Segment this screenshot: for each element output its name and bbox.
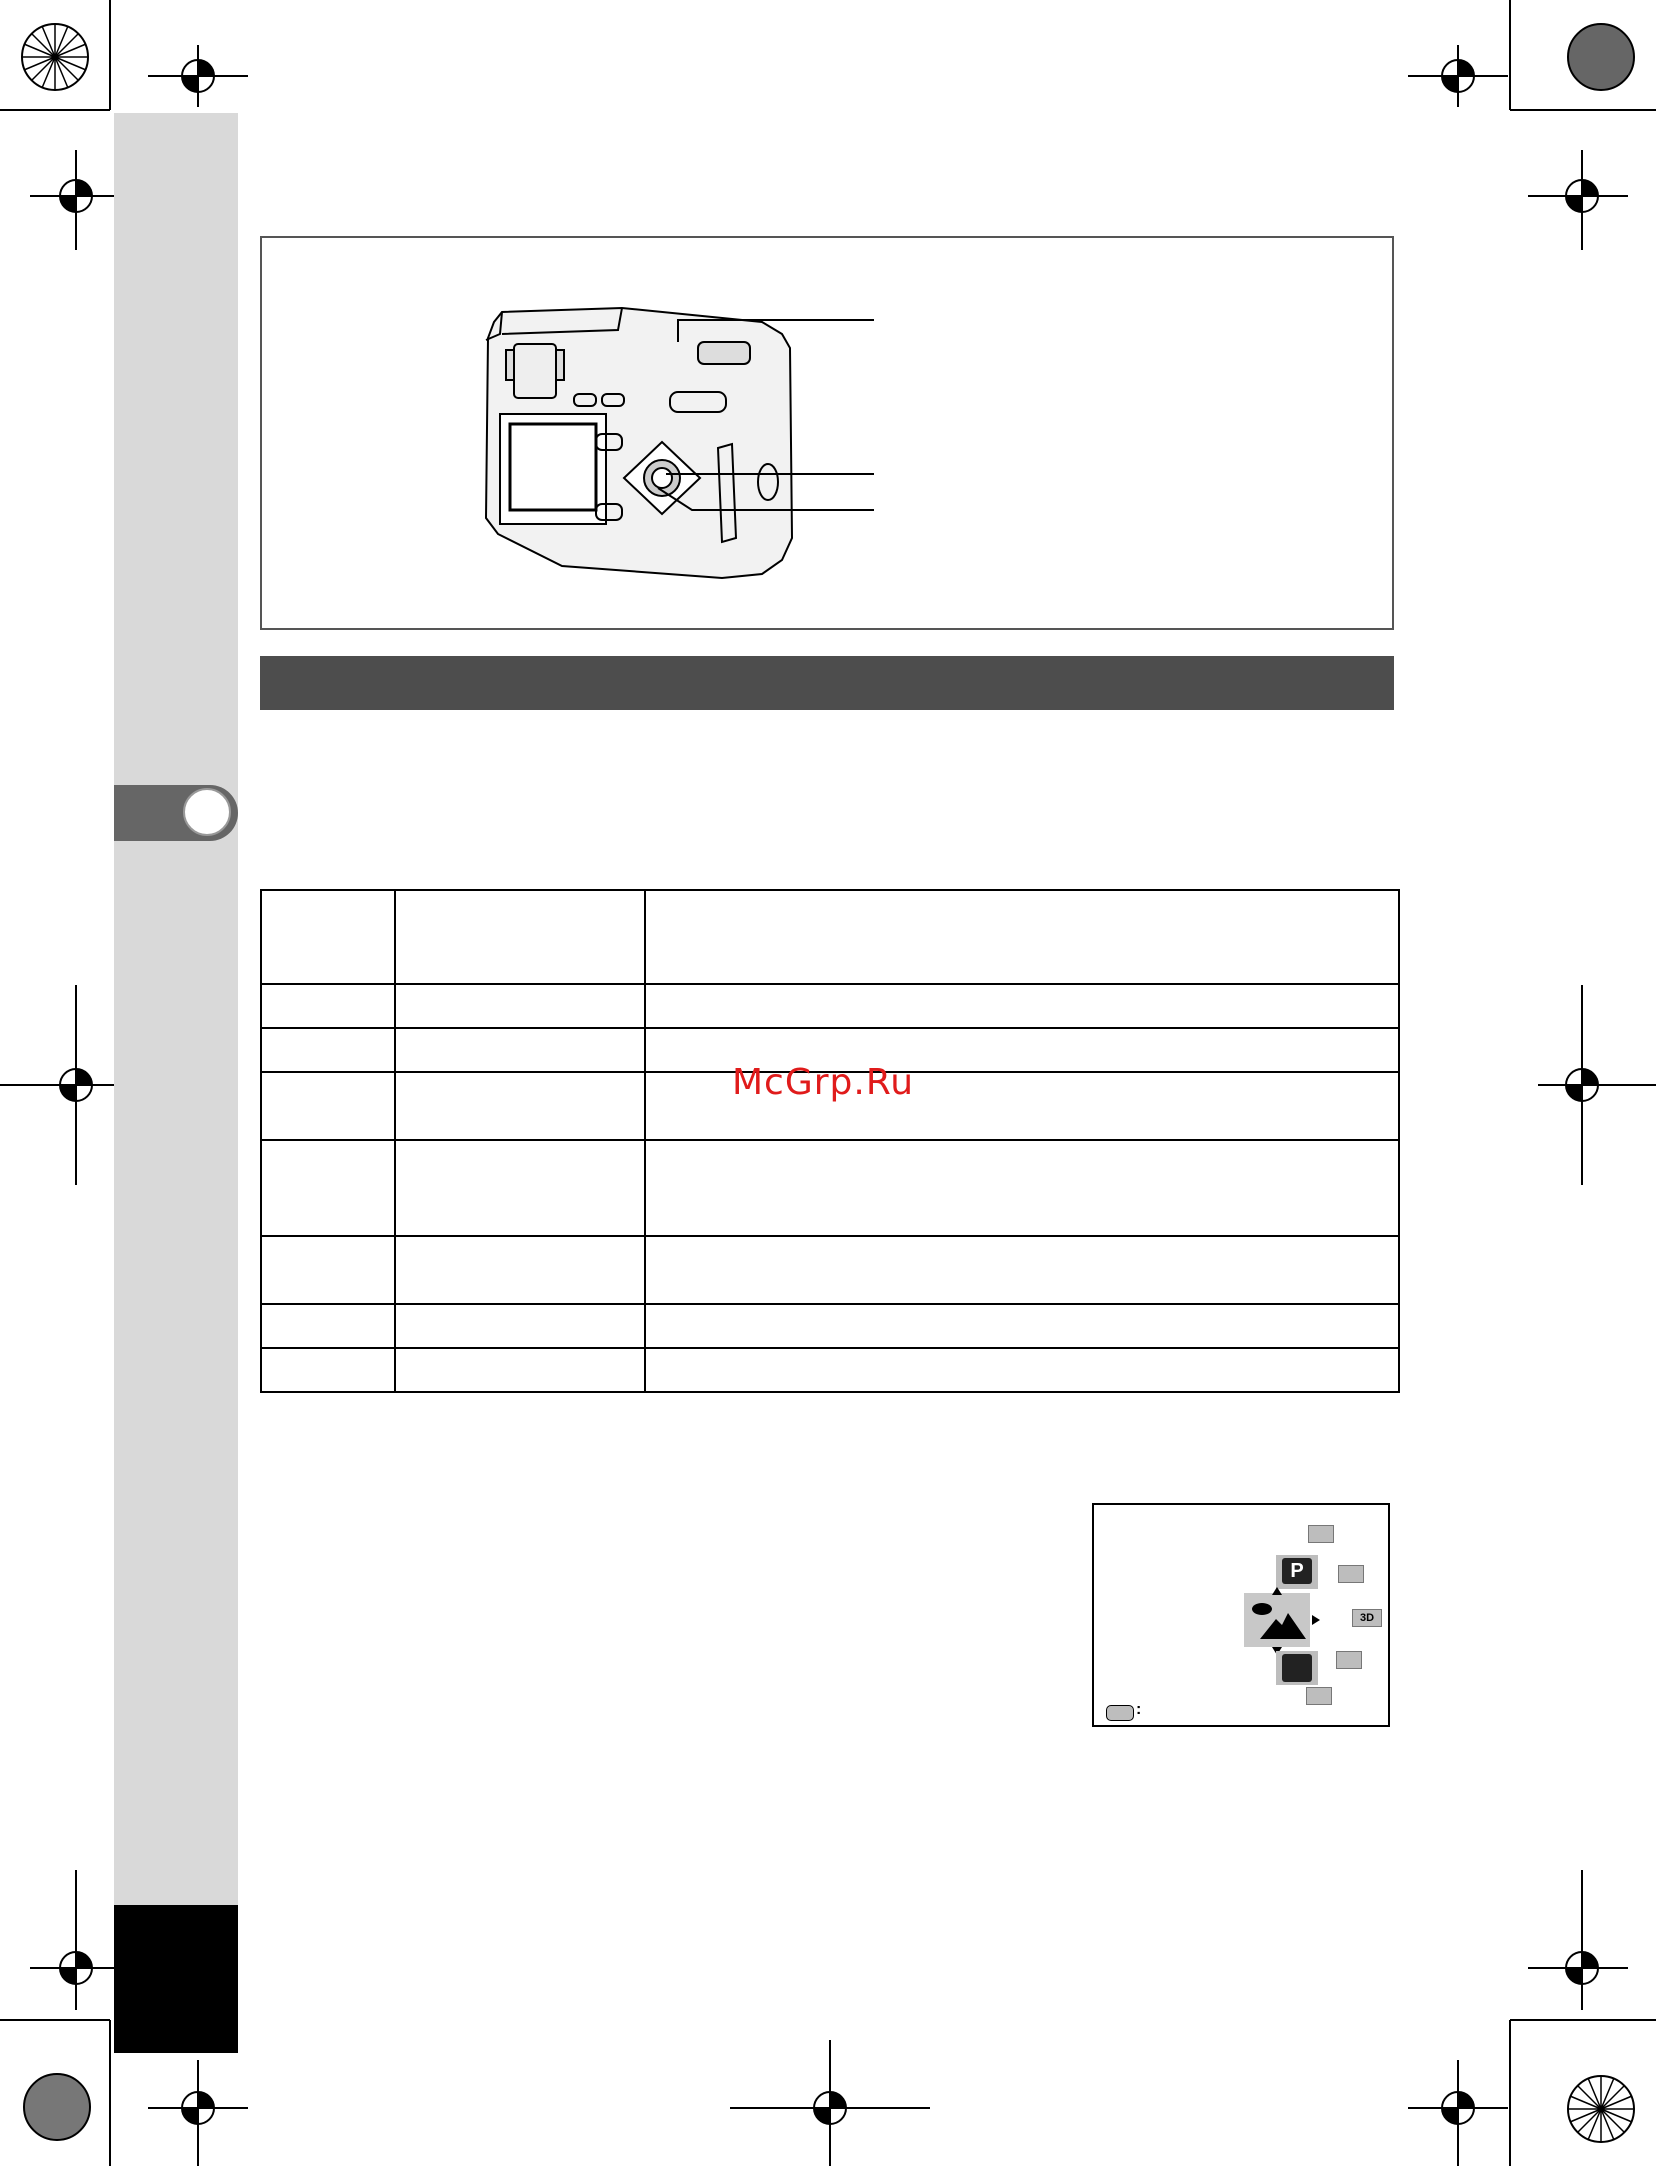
- table-cell: [395, 984, 645, 1028]
- section-heading-bar: [260, 656, 1394, 710]
- crosshair-left-middle: [0, 985, 120, 1185]
- table-cell: [261, 1028, 395, 1072]
- crosshair-right-upper: [1528, 150, 1628, 250]
- table-cell: [645, 890, 1399, 984]
- chapter-tab-circle: [183, 788, 231, 836]
- table-cell: [261, 890, 395, 984]
- 3d-icon: 3D: [1352, 1609, 1382, 1627]
- table-row: [261, 984, 1399, 1028]
- table-cell: [261, 1072, 395, 1140]
- table-cell: [395, 1028, 645, 1072]
- mode-palette-screen: [1092, 1503, 1390, 1727]
- camera-illustration: [262, 238, 1392, 628]
- crosshair-bottom-left: [148, 2060, 248, 2166]
- table-row: [261, 1304, 1399, 1348]
- star-target-bottom-right: [1566, 2074, 1636, 2144]
- table-cell: [395, 1304, 645, 1348]
- table-cell: [395, 890, 645, 984]
- crosshair-top-right: [1408, 45, 1508, 107]
- table-cell: [395, 1236, 645, 1304]
- menu-button-colon: :: [1136, 1701, 1142, 1718]
- movie-icon: [1306, 1687, 1332, 1705]
- crosshair-bottom-right: [1408, 2060, 1508, 2166]
- table-cell: [261, 1348, 395, 1392]
- program-icon-label: P: [1282, 1558, 1312, 1584]
- program-icon: [1276, 1555, 1318, 1589]
- table-cell: [395, 1140, 645, 1236]
- multi-exposure-icon: [1308, 1525, 1334, 1543]
- table-cell: [645, 1140, 1399, 1236]
- table-cell: [645, 1304, 1399, 1348]
- table-cell: [395, 1072, 645, 1140]
- soft-focus-icon: [1338, 1565, 1364, 1583]
- gray-target-top-right: [1566, 22, 1636, 92]
- arrow-up-icon: [1272, 1587, 1282, 1595]
- panorama-icon: [1336, 1651, 1362, 1669]
- star-target-top-left: [20, 22, 90, 92]
- settings-table: [260, 889, 1400, 1393]
- table-row: [261, 1348, 1399, 1392]
- table-row: [261, 1236, 1399, 1304]
- landscape-glyph: [1244, 1593, 1310, 1647]
- table-cell: [261, 984, 395, 1028]
- crosshair-right-lower: [1528, 1870, 1628, 2010]
- table-cell: [645, 1236, 1399, 1304]
- crosshair-top-left: [148, 45, 248, 107]
- chapter-side-band: [114, 113, 238, 2053]
- table-cell: [261, 1304, 395, 1348]
- watermark-text: McGrp.Ru: [732, 1062, 915, 1103]
- table-header-row: [261, 890, 1399, 984]
- menu-button-glyph: [1106, 1705, 1134, 1721]
- crosshair-right-middle: [1536, 985, 1656, 1185]
- arrow-right-icon: [1312, 1615, 1320, 1625]
- table-cell: [645, 1348, 1399, 1392]
- crosshair-bottom-center: [730, 2040, 930, 2166]
- gray-target-bottom-left: [22, 2072, 92, 2142]
- table-row: [261, 1140, 1399, 1236]
- camera-figure: [260, 236, 1394, 630]
- landscape-icon: [1244, 1593, 1310, 1647]
- table-cell: [261, 1236, 395, 1304]
- table-cell: [645, 984, 1399, 1028]
- table-cell: [395, 1348, 645, 1392]
- table-cell: [261, 1140, 395, 1236]
- night-portrait-icon: [1276, 1651, 1318, 1685]
- page-number-block: [114, 1905, 238, 2053]
